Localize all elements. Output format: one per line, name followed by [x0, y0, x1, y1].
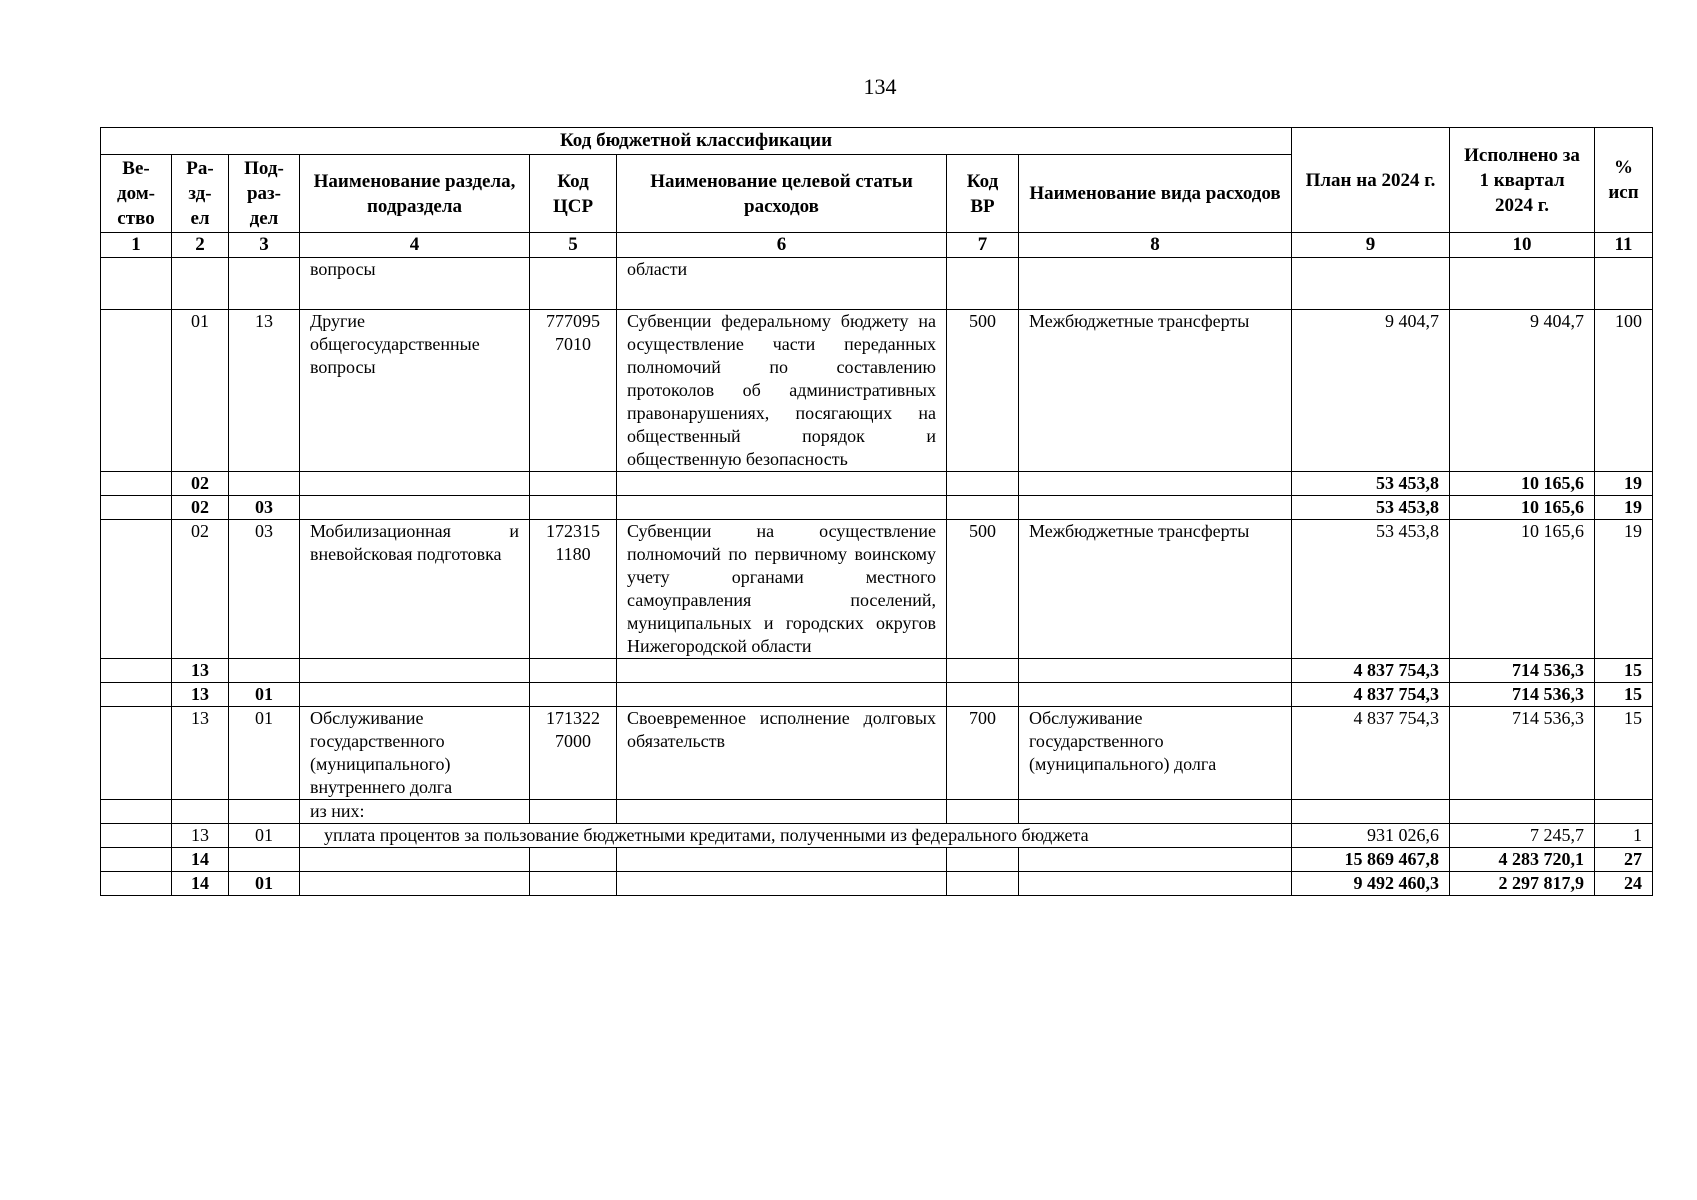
cell-vr: [947, 496, 1019, 520]
cell-ved: [101, 496, 172, 520]
cell-done: [1450, 258, 1595, 310]
cell-podr: [229, 848, 300, 872]
cell-ved: [101, 520, 172, 659]
column-number: 2: [172, 233, 229, 258]
cell-podr: 01: [229, 824, 300, 848]
cell-section-name: [300, 472, 530, 496]
cell-target-name: [617, 472, 947, 496]
header-razd: Ра- зд- ел: [172, 155, 229, 233]
cell-ved: [101, 848, 172, 872]
cell-section-name: Обслуживание государственного (муниципального) внутреннего долга: [300, 707, 530, 800]
cell-ved: [101, 683, 172, 707]
column-number: 7: [947, 233, 1019, 258]
cell-vr: 500: [947, 520, 1019, 659]
header-plan: План на 2024 г.: [1292, 128, 1450, 233]
cell-plan: 4 837 754,3: [1292, 683, 1450, 707]
cell-vid-name: [1019, 800, 1292, 824]
cell-pct: 19: [1595, 472, 1653, 496]
cell-section-name: вопросы: [300, 258, 530, 310]
header-csr: Код ЦСР: [530, 155, 617, 233]
cell-razd: 14: [172, 848, 229, 872]
cell-podr: 01: [229, 683, 300, 707]
cell-target-name: Субвенции на осуществление полномочий по первичному воинскому учету органами местного самоуправления поселений, муниципальных и городских округов Нижегородской области: [617, 520, 947, 659]
cell-razd: [172, 258, 229, 310]
cell-vr: [947, 683, 1019, 707]
cell-pct: 19: [1595, 496, 1653, 520]
cell-done: 9 404,7: [1450, 310, 1595, 472]
cell-csr: 172315 1180: [530, 520, 617, 659]
cell-merged-description: уплата процентов за пользование бюджетными кредитами, полученными из федерального бюджета: [300, 824, 1292, 848]
cell-ved: [101, 659, 172, 683]
header-section-name: Наименование раздела, подраздела: [300, 155, 530, 233]
budget-table: [100, 127, 1653, 896]
cell-done: 10 165,6: [1450, 496, 1595, 520]
cell-csr: [530, 800, 617, 824]
cell-podr: 03: [229, 520, 300, 659]
cell-plan: 53 453,8: [1292, 472, 1450, 496]
header-pct: % исп: [1595, 128, 1653, 233]
cell-csr: [530, 258, 617, 310]
cell-section-name: Другие общегосударственные вопросы: [300, 310, 530, 472]
cell-razd: 01: [172, 310, 229, 472]
cell-vid-name: [1019, 848, 1292, 872]
cell-plan: 53 453,8: [1292, 520, 1450, 659]
cell-ved: [101, 472, 172, 496]
column-number: 5: [530, 233, 617, 258]
cell-vid-name: Межбюджетные трансферты: [1019, 520, 1292, 659]
table-row: [101, 800, 1653, 824]
cell-plan: 15 869 467,8: [1292, 848, 1450, 872]
cell-razd: 13: [172, 824, 229, 848]
header-vr: Код ВР: [947, 155, 1019, 233]
cell-pct: 15: [1595, 683, 1653, 707]
column-number: 3: [229, 233, 300, 258]
page-number: 134: [863, 74, 897, 99]
cell-target-name: [617, 872, 947, 896]
cell-pct: [1595, 800, 1653, 824]
cell-done: 714 536,3: [1450, 707, 1595, 800]
cell-ved: [101, 872, 172, 896]
cell-done: [1450, 800, 1595, 824]
table-row-total: [101, 683, 1653, 707]
cell-csr: [530, 659, 617, 683]
cell-razd: 13: [172, 659, 229, 683]
header-done: Исполнено за 1 квартал 2024 г.: [1450, 128, 1595, 233]
cell-target-name: Субвенции федеральному бюджету на осуществление части переданных полномочий по составлению протоколов об административных правонарушениях, посягающих на общественный порядок и общественную безопасность: [617, 310, 947, 472]
cell-plan: [1292, 800, 1450, 824]
cell-csr: [530, 872, 617, 896]
cell-podr: 13: [229, 310, 300, 472]
cell-pct: 15: [1595, 707, 1653, 800]
table-row-total: [101, 496, 1653, 520]
cell-ved: [101, 824, 172, 848]
header-podr: Под- раз- дел: [229, 155, 300, 233]
column-number: 8: [1019, 233, 1292, 258]
header-target-name: Наименование целевой статьи расходов: [617, 155, 947, 233]
cell-pct: 15: [1595, 659, 1653, 683]
cell-csr: [530, 496, 617, 520]
cell-plan: 4 837 754,3: [1292, 707, 1450, 800]
cell-csr: [530, 472, 617, 496]
cell-ved: [101, 258, 172, 310]
cell-vid-name: Межбюджетные трансферты: [1019, 310, 1292, 472]
cell-vr: 700: [947, 707, 1019, 800]
cell-razd: 14: [172, 872, 229, 896]
header-group-title: Код бюджетной классификации: [101, 128, 1292, 155]
column-number: 4: [300, 233, 530, 258]
cell-csr: [530, 683, 617, 707]
cell-vr: [947, 472, 1019, 496]
cell-vr: [947, 258, 1019, 310]
cell-razd: 02: [172, 496, 229, 520]
cell-target-name: области: [617, 258, 947, 310]
cell-pct: 1: [1595, 824, 1653, 848]
cell-vr: [947, 659, 1019, 683]
cell-vr: 500: [947, 310, 1019, 472]
cell-razd: 13: [172, 683, 229, 707]
cell-razd: [172, 800, 229, 824]
cell-plan: 931 026,6: [1292, 824, 1450, 848]
cell-podr: [229, 800, 300, 824]
column-number: 10: [1450, 233, 1595, 258]
cell-section-name: [300, 848, 530, 872]
cell-ved: [101, 310, 172, 472]
cell-ved: [101, 800, 172, 824]
cell-plan: 9 492 460,3: [1292, 872, 1450, 896]
cell-vr: [947, 848, 1019, 872]
cell-section-name: [300, 496, 530, 520]
cell-podr: 03: [229, 496, 300, 520]
cell-target-name: [617, 659, 947, 683]
cell-pct: 27: [1595, 848, 1653, 872]
cell-razd: 02: [172, 520, 229, 659]
cell-razd: 02: [172, 472, 229, 496]
table-row: [101, 824, 1653, 848]
cell-target-name: [617, 800, 947, 824]
cell-target-name: [617, 683, 947, 707]
table-row: [101, 520, 1653, 659]
table-header: [101, 128, 1653, 258]
cell-csr: 777095 7010: [530, 310, 617, 472]
cell-done: 714 536,3: [1450, 659, 1595, 683]
table-row-total: [101, 472, 1653, 496]
cell-plan: 53 453,8: [1292, 496, 1450, 520]
column-number: 1: [101, 233, 172, 258]
cell-vid-name: [1019, 496, 1292, 520]
cell-target-name: [617, 496, 947, 520]
table-row: [101, 707, 1653, 800]
cell-vr: [947, 872, 1019, 896]
cell-vid-name: [1019, 472, 1292, 496]
cell-plan: [1292, 258, 1450, 310]
cell-podr: [229, 659, 300, 683]
cell-pct: 19: [1595, 520, 1653, 659]
cell-vr: [947, 800, 1019, 824]
cell-target-name: [617, 848, 947, 872]
cell-csr: 171322 7000: [530, 707, 617, 800]
cell-done: 7 245,7: [1450, 824, 1595, 848]
column-number: 6: [617, 233, 947, 258]
cell-vid-name: [1019, 659, 1292, 683]
cell-pct: 24: [1595, 872, 1653, 896]
cell-vid-name: Обслуживание государственного (муниципального) долга: [1019, 707, 1292, 800]
header-ved: Ве- дом- ство: [101, 155, 172, 233]
cell-razd: 13: [172, 707, 229, 800]
cell-section-name: Мобилизационная и вневойсковая подготовка: [300, 520, 530, 659]
cell-plan: 9 404,7: [1292, 310, 1450, 472]
table-row-total: [101, 659, 1653, 683]
cell-section-name: [300, 683, 530, 707]
cell-pct: [1595, 258, 1653, 310]
column-numbers-row: [101, 233, 1653, 258]
cell-plan: 4 837 754,3: [1292, 659, 1450, 683]
cell-done: 4 283 720,1: [1450, 848, 1595, 872]
cell-vid-name: [1019, 872, 1292, 896]
cell-podr: [229, 472, 300, 496]
table-row: [101, 258, 1653, 310]
cell-target-name: Своевременное исполнение долговых обязательств: [617, 707, 947, 800]
cell-done: 10 165,6: [1450, 472, 1595, 496]
cell-vid-name: [1019, 258, 1292, 310]
cell-vid-name: [1019, 683, 1292, 707]
column-number: 9: [1292, 233, 1450, 258]
table-row-total: [101, 848, 1653, 872]
cell-done: 10 165,6: [1450, 520, 1595, 659]
cell-done: 2 297 817,9: [1450, 872, 1595, 896]
cell-done: 714 536,3: [1450, 683, 1595, 707]
cell-section-name: из них:: [300, 800, 530, 824]
cell-podr: 01: [229, 872, 300, 896]
cell-podr: 01: [229, 707, 300, 800]
header-vid-name: Наименование вида расходов: [1019, 155, 1292, 233]
table-row-total: [101, 872, 1653, 896]
column-number: 11: [1595, 233, 1653, 258]
cell-ved: [101, 707, 172, 800]
cell-section-name: [300, 659, 530, 683]
cell-section-name: [300, 872, 530, 896]
cell-pct: 100: [1595, 310, 1653, 472]
cell-csr: [530, 848, 617, 872]
table-body: [101, 258, 1653, 896]
cell-podr: [229, 258, 300, 310]
table-row: [101, 310, 1653, 472]
